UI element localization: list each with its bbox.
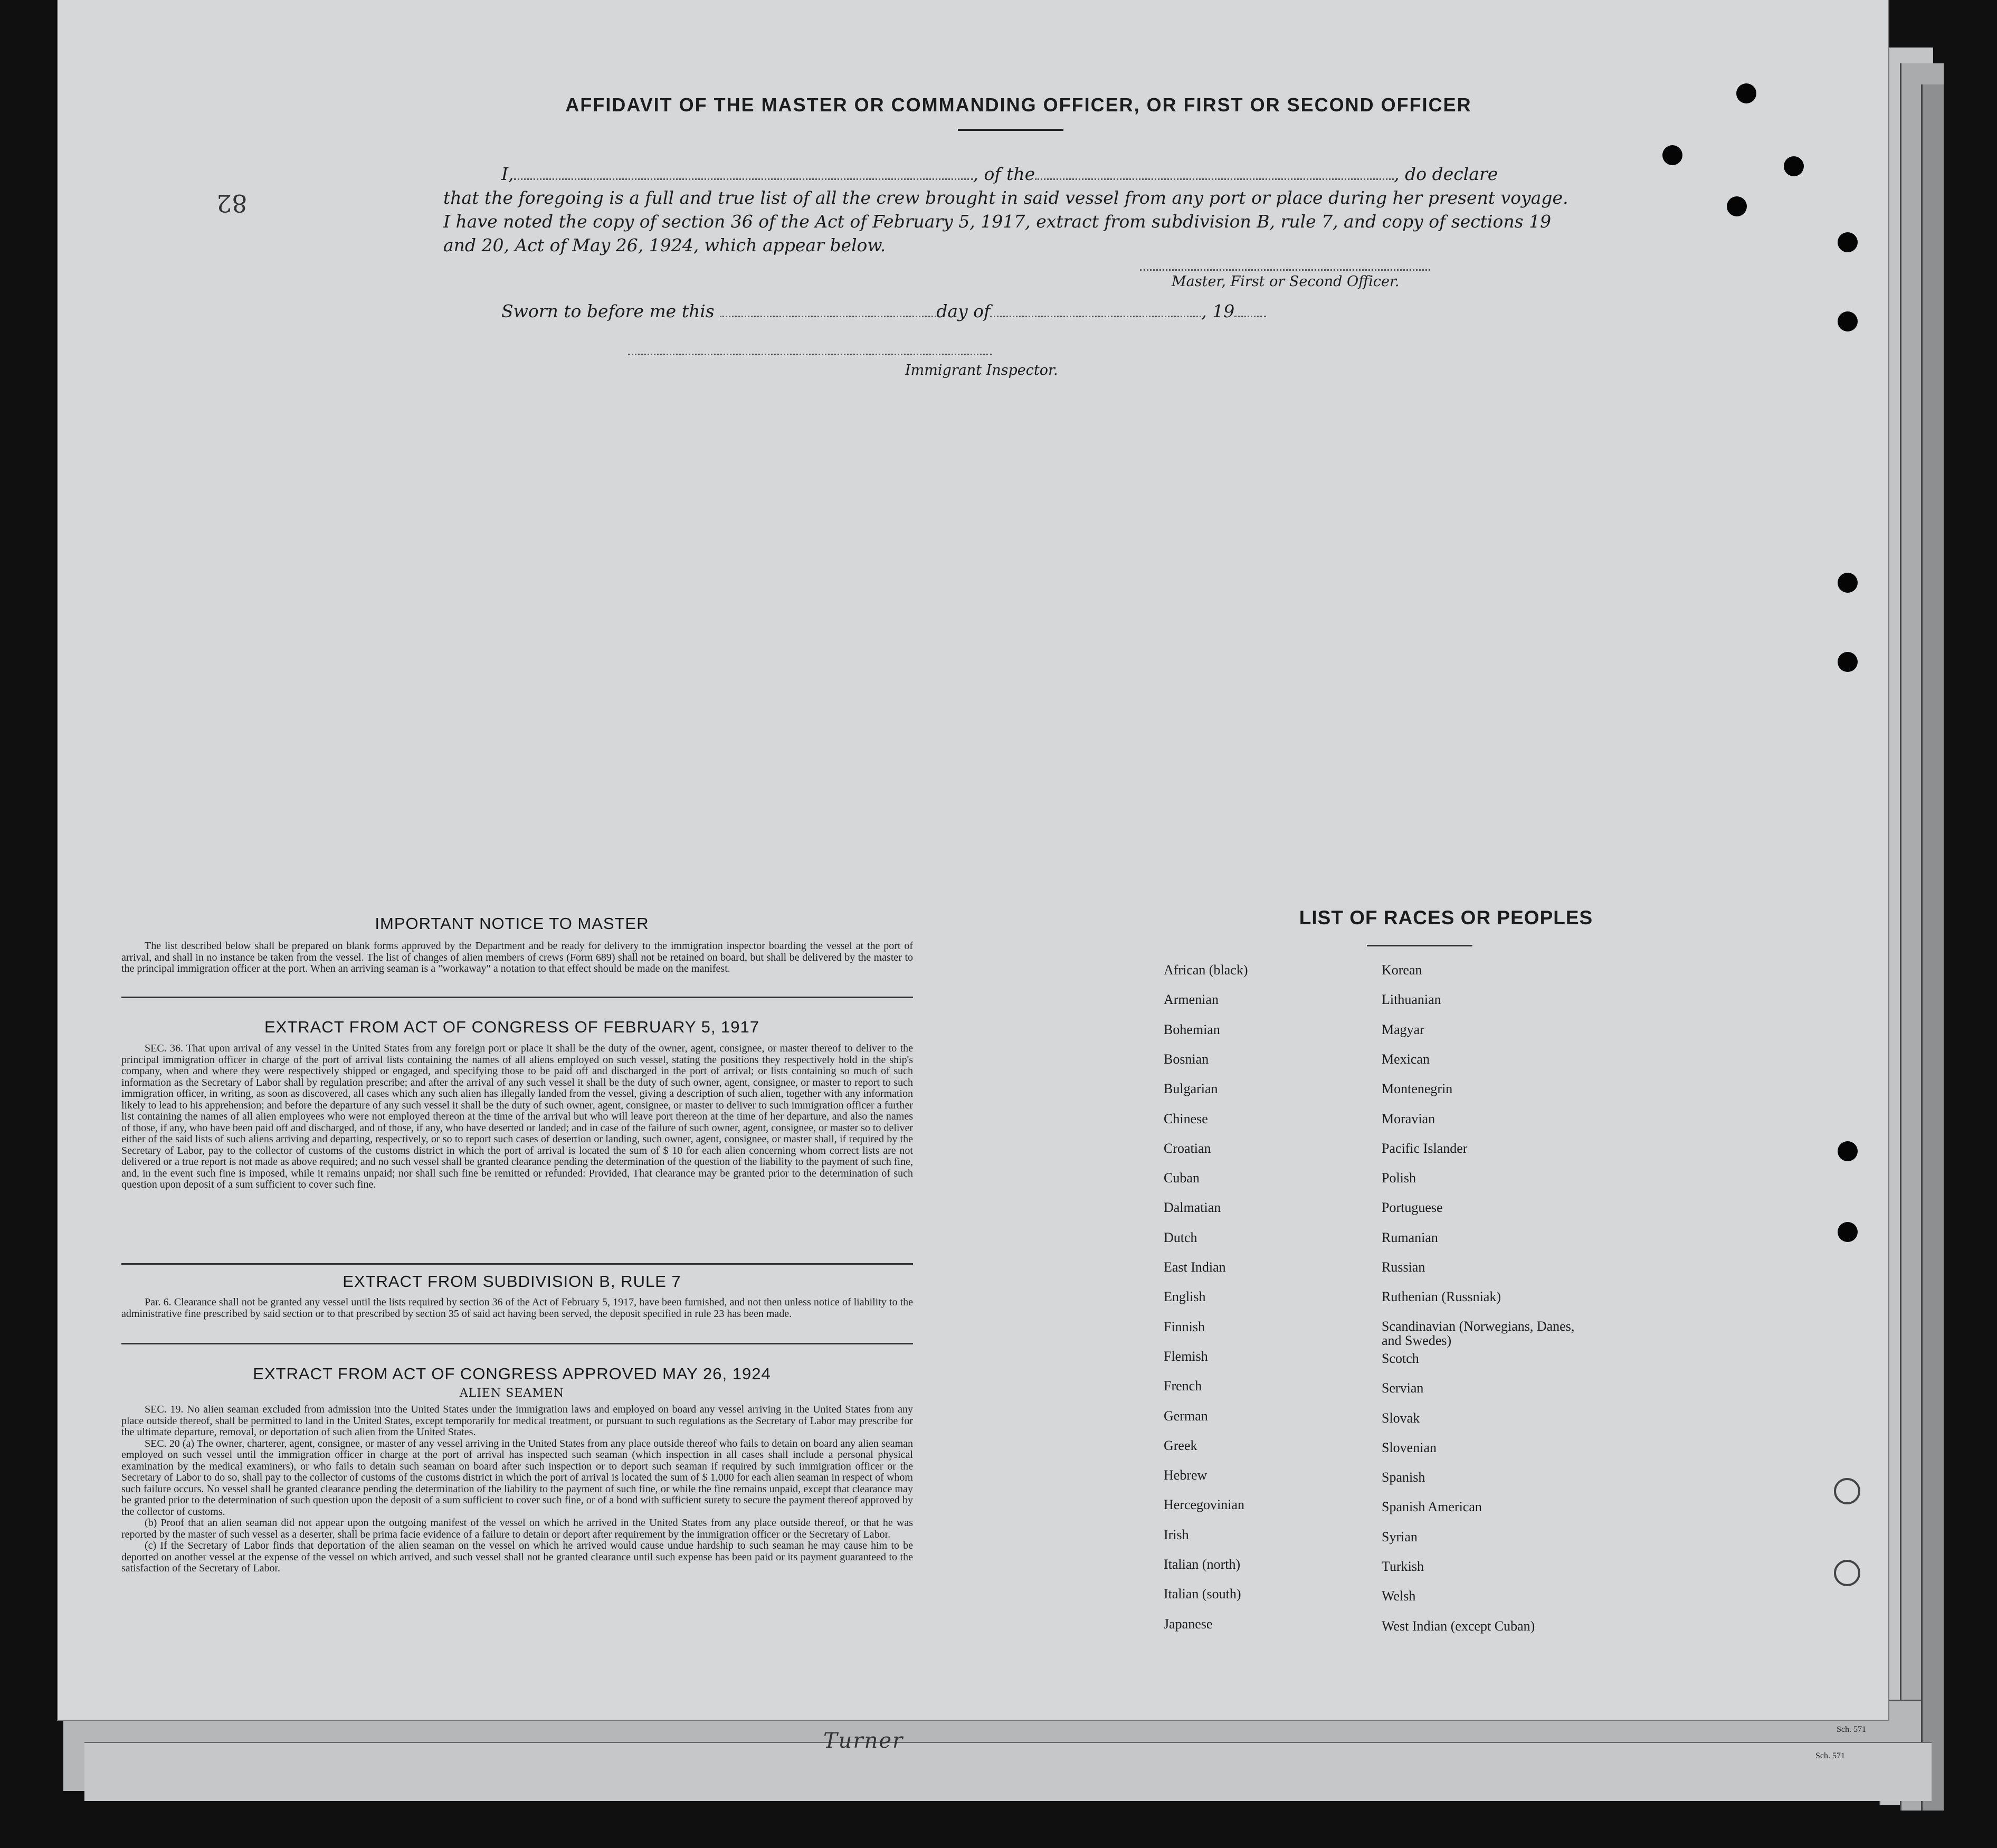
race-item: Scotch	[1382, 1350, 1419, 1366]
sec-20a-paragraph: SEC. 20 (a) The owner, charterer, agent, consignee, or master of any vessel arriving in the United States from any place outside thereof who fails to detain on board any alien seaman employed on such vessel until the immigration officer in charge at the port of arrival has inspected such seaman (which inspection in all cases shall include a personal physical examination by the medical examiners), or who fails to detain such seaman on board after such inspection or to deport such seaman if required by such immigration officer or the Secretary of Labor to do so, shall pay to the collector of customs of the customs district in which the port of arrival is located the sum of $ 1,000 for each alien seaman in respect of whom such failure occurs. No vessel shall be granted clearance pending the determination of the liability to the payment of such fine, or while the fine remains unpaid, except that clearance may be granted prior to the determination of such question upon the deposit of a sum sufficient to cover such fine, or of a bond with sufficient surety to secure the payment thereof approved by the collector of customs.	[121, 1437, 913, 1518]
race-item: Spanish	[1382, 1470, 1425, 1485]
race-item: Slovak	[1382, 1410, 1420, 1426]
race-item: French	[1164, 1378, 1202, 1394]
races-title-underline	[1367, 945, 1472, 946]
race-item: Scandinavian (Norwegians, Danes, and Swedes)	[1382, 1318, 1575, 1348]
sworn-text: Sworn to before me this	[501, 301, 715, 321]
race-item: Spanish American	[1382, 1499, 1482, 1515]
notice-title: IMPORTANT NOTICE TO MASTER	[375, 914, 649, 933]
race-item: Italian (south)	[1164, 1586, 1241, 1602]
race-item: West Indian (except Cuban)	[1382, 1618, 1535, 1634]
affidavit-of-the: , of the	[973, 164, 1035, 184]
race-item: Pacific Islander	[1382, 1140, 1468, 1156]
name-blank	[514, 165, 973, 180]
punch-hole	[1838, 232, 1858, 252]
race-item: Chinese	[1164, 1111, 1208, 1126]
extract-1924-title: EXTRACT FROM ACT OF CONGRESS APPROVED MAY 26, 1924	[253, 1364, 771, 1383]
punch-hole	[1834, 1560, 1860, 1586]
sworn-year: , 19	[1201, 301, 1235, 321]
day-blank	[720, 302, 936, 317]
race-item: Cuban	[1164, 1170, 1200, 1186]
extract-1917-title: EXTRACT FROM ACT OF CONGRESS OF FEBRUARY 5, 1917	[264, 1018, 760, 1036]
race-item: Polish	[1382, 1170, 1416, 1186]
race-item: Welsh	[1382, 1588, 1416, 1604]
punch-hole	[1838, 652, 1858, 672]
race-item: Syrian	[1382, 1529, 1418, 1544]
race-item: Bulgarian	[1164, 1081, 1218, 1097]
affidavit-declaration-line	[501, 164, 1498, 184]
extract-1917-paragraph: SEC. 36. That upon arrival of any vessel in the United States from any foreign port or place it shall be the duty of the owner, agent, consignee, or master thereof to deliver to the principal immigration officer in charge of the port of arrival lists containing the names of all aliens employed on such vessel, stating the positions they respectively hold in the ship's company, when and where they were respectively shipped or engaged, and specifying those to be paid off and discharged in the port of arrival; or lists containing so much of such information as the Secretary of Labor shall by regulation prescribe; and after the arrival of any such vessel it shall be the duty of such owner, agent, consignee, or master to report to such immigration officer, in writing, as soon as discovered, all cases which any such alien has illegally landed from the vessel, giving a description of such alien, together with any information likely to lead to his apprehension; and before the departure of any such vessel it shall be the duty of such owner, agent, consignee, or master to deliver to such immigration officer a further list containing the names of all alien employees who were not employed thereon at the time of the arrival but who will leave port thereon at the time of her departure, and also the names of those, if any, who have been paid off and discharged, and of those, if any, who have deserted or landed; and in case of the failure of such owner, agent, consignee, or master so to deliver either of the said lists of such aliens arriving and departing, respectively, or so to report such cases of desertion or landing, such owner, agent, consignee, or master shall, if required by the Secretary of Labor, pay to the collector of customs of the customs district in which the port of arrival is located the sum of $ 10 for each alien concerning whom correct lists are not delivered or a true report is not made as above required; and no such vessel shall be granted clearance pending the determination of the question of the liability to the payment of such fine, and, in the event such fine is imposed, while it remains unpaid; nor shall such fine be remitted or refunded: Provided, That clearance may be granted prior to the determination of such question upon deposit of a sum sufficient to cover such fine.	[121, 1043, 913, 1190]
affidavit-title: AFFIDAVIT OF THE MASTER OR COMMANDING OFFICER, OR FIRST OR SECOND OFFICER	[565, 94, 1472, 116]
race-item: Dalmatian	[1164, 1200, 1221, 1216]
race-item: African (black)	[1164, 962, 1248, 978]
race-item: Ruthenian (Russniak)	[1382, 1289, 1501, 1305]
handwritten-name: Turner	[823, 1729, 904, 1753]
race-item: Magyar	[1382, 1021, 1424, 1037]
race-item: Dutch	[1164, 1229, 1197, 1245]
race-item: Bosnian	[1164, 1051, 1209, 1067]
punch-hole	[1838, 573, 1858, 593]
inspector-signature-line	[628, 354, 992, 355]
race-item: German	[1164, 1408, 1208, 1424]
vessel-blank	[1035, 165, 1394, 180]
month-blank	[990, 302, 1201, 317]
punch-hole	[1727, 196, 1747, 216]
race-item: Mexican	[1382, 1051, 1430, 1067]
schedule-label: Sch. 571	[1837, 1725, 1866, 1734]
affidavit-i: I,	[501, 164, 514, 184]
master-signature-label: Master, First or Second Officer.	[1172, 273, 1400, 290]
race-item: Irish	[1164, 1527, 1189, 1542]
extract-rule7-paragraph: Par. 6. Clearance shall not be granted any vessel until the lists required by section 36 of the Act of February 5, 1917, have been furnished, and not then unless notice of liability to the administrative fine prescribed by said section or to that prescribed by section 35 of said act having been served, the deposit specified in rule 23 has been made.	[121, 1296, 913, 1320]
affidavit-declare: , do declare	[1394, 164, 1498, 184]
section-divider	[121, 997, 913, 998]
sec-19-paragraph: SEC. 19. No alien seaman excluded from admission into the United States under the immigration laws and employed on board any vessel arriving in the United States from any place outside thereof, shall be permitted to land in the United States, except temporarily for medical treatment, or pursuant to such regulations as the Secretary of Labor may prescribe for the ultimate departure, removal, or deportation of such alien from the United States.	[121, 1404, 913, 1438]
master-signature-line	[1140, 269, 1430, 271]
punch-hole	[1838, 311, 1858, 331]
punch-hole	[1838, 1141, 1858, 1161]
race-item: Turkish	[1382, 1559, 1424, 1574]
race-item: Flemish	[1164, 1348, 1208, 1364]
punch-hole	[1784, 156, 1804, 176]
title-underline	[958, 129, 1063, 131]
race-item: Rumanian	[1382, 1229, 1438, 1245]
race-item: Croatian	[1164, 1140, 1211, 1156]
race-item: Korean	[1382, 962, 1422, 978]
year-blank	[1234, 302, 1266, 317]
punch-hole	[1662, 145, 1682, 165]
notice-paragraph: The list described below shall be prepared on blank forms approved by the Department and be ready for delivery to the immigration inspector boarding the vessel at the port of arrival, and shall in no instance be taken from the vessel. The list of changes of alien members of crews (Form 689) shall not be retained on board, but shall be delivered by the master to the principal immigration officer at the port. When an arriving seaman is a "workaway" a notation to that effect should be made on the manifest.	[121, 940, 913, 974]
extract-1917-text	[121, 1043, 913, 1191]
punch-hole	[1834, 1478, 1860, 1504]
document-page	[58, 0, 1888, 1720]
race-item: Hebrew	[1164, 1467, 1207, 1483]
inspector-signature-label: Immigrant Inspector.	[905, 362, 1058, 378]
race-item: Servian	[1382, 1380, 1424, 1396]
background-sheet	[1921, 84, 1944, 1811]
sec-20c-paragraph: (c) If the Secretary of Labor finds that deportation of the alien seaman on the vessel on which he arrived would cause undue hardship to such seaman he may cause him to be deported on another vessel at the expense of the vessel on which arrived, and such vessel shall not be granted clearance until such expense has been paid or its payment guaranteed to the satisfaction of the Secretary of Labor.	[121, 1540, 913, 1574]
affidavit-text-line: that the foregoing is a full and true list of all the crew brought in said vessel from any port or place during her present voyage.	[443, 187, 1568, 208]
sec-20b-paragraph: (b) Proof that an alien seaman did not appear upon the outgoing manifest of the vessel on which he arrived in the United States from any place outside thereof, or that he was reported by the master of such vessel as a deserter, shall be prima facie evidence of a failure to detain or deport after requirement by the immigration officer or the Secretary of Labor.	[121, 1517, 913, 1540]
affidavit-text-line: I have noted the copy of section 36 of the Act of February 5, 1917, extract from subdivision B, rule 7, and copy of sections 19	[443, 211, 1552, 232]
race-item: Greek	[1164, 1437, 1197, 1453]
section-divider	[121, 1343, 913, 1344]
notice-text	[121, 941, 913, 975]
affidavit-text-line: and 20, Act of May 26, 1924, which appear below.	[443, 235, 886, 255]
race-item: Russian	[1382, 1259, 1425, 1275]
race-item: East Indian	[1164, 1259, 1226, 1275]
punch-hole	[1838, 1222, 1858, 1242]
races-title: LIST OF RACES OR PEOPLES	[1299, 907, 1593, 928]
section-divider	[121, 1263, 913, 1265]
race-item: Italian (north)	[1164, 1557, 1241, 1572]
extract-1924-subtitle: ALIEN SEAMEN	[459, 1387, 565, 1400]
race-item: Hercegovinian	[1164, 1497, 1245, 1513]
page-number: 82	[216, 189, 248, 217]
race-item: English	[1164, 1289, 1206, 1305]
race-item: Bohemian	[1164, 1021, 1220, 1037]
race-item: Armenian	[1164, 992, 1219, 1008]
punch-hole	[1736, 83, 1756, 103]
race-item: Finnish	[1164, 1319, 1205, 1334]
race-item: Lithuanian	[1382, 992, 1441, 1008]
extract-1924-text	[121, 1404, 913, 1575]
race-item: Portuguese	[1382, 1200, 1443, 1216]
extract-rule7-text	[121, 1297, 913, 1320]
race-item: Slovenian	[1382, 1439, 1437, 1455]
race-item: Montenegrin	[1382, 1081, 1453, 1097]
race-item: Moravian	[1382, 1111, 1435, 1126]
sworn-day-of: day of	[936, 301, 991, 321]
sworn-line	[501, 301, 1266, 321]
schedule-label: Sch. 571	[1815, 1751, 1845, 1760]
extract-rule7-title: EXTRACT FROM SUBDIVISION B, RULE 7	[343, 1272, 681, 1291]
background-sheet-bottom	[84, 1742, 1932, 1801]
race-item: Japanese	[1164, 1616, 1213, 1632]
